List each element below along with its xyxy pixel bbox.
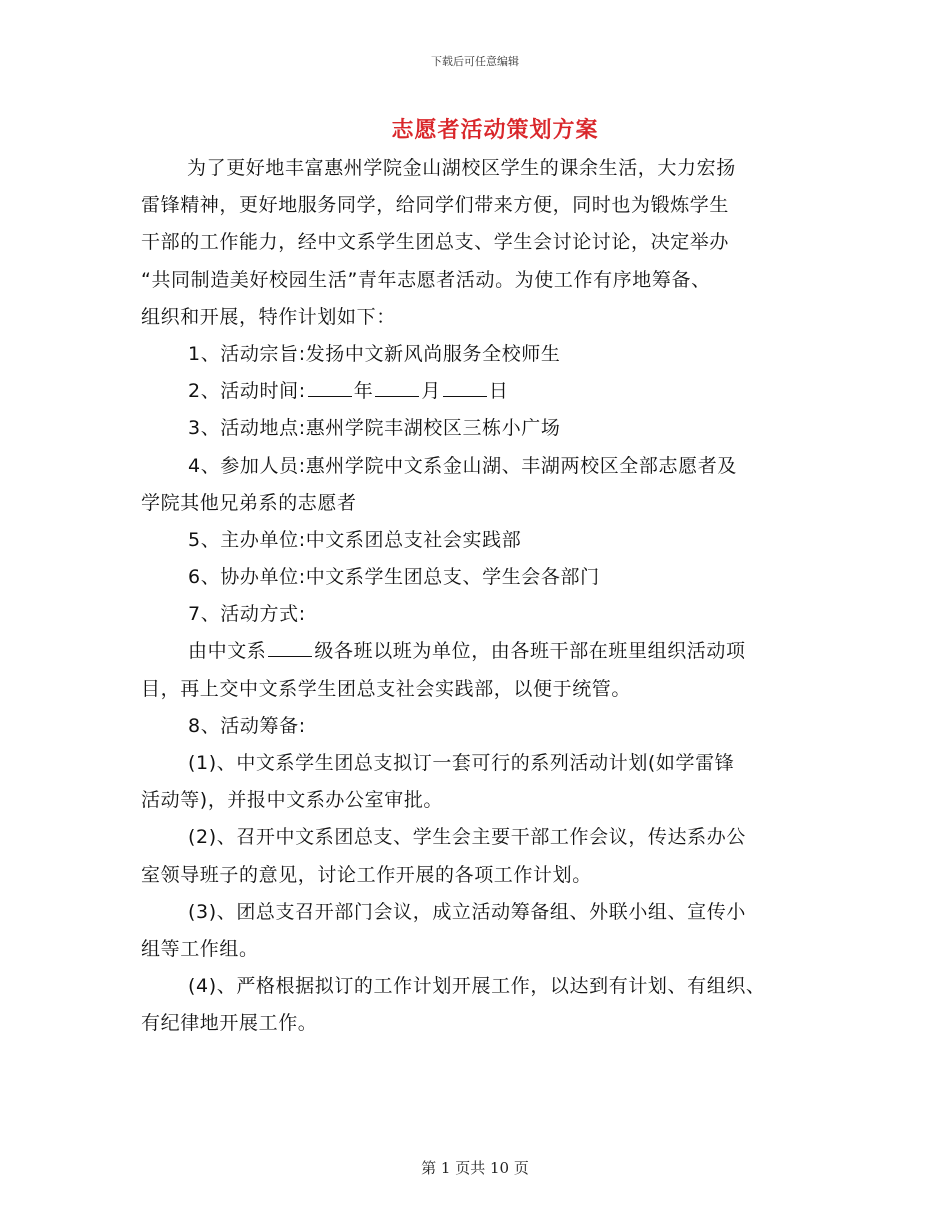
item-method-2: 目，再上交中文系学生团总支社会实践部，以便于统管。 xyxy=(141,677,632,700)
item-participants-1: 4、参加人员:惠州学院中文系金山湖、丰湖两校区全部志愿者及 xyxy=(188,454,737,477)
month-label: 月 xyxy=(421,380,441,403)
prep-4-line-2: 有纪律地开展工作。 xyxy=(141,1012,318,1035)
item-location: 3、活动地点:惠州学院丰湖校区三栋小广场 xyxy=(188,417,561,440)
intro-line-2: 雷锋精神，更好地服务同学，给同学们带来方便，同时也为锻炼学生 xyxy=(141,194,730,217)
item-time xyxy=(141,373,821,410)
intro-line-5: 组织和开展，特作计划如下： xyxy=(141,305,396,328)
item-method-1 xyxy=(141,633,821,670)
prep-2-line-2: 室领导班子的意见，讨论工作开展的各项工作计划。 xyxy=(141,863,592,886)
blank-grade xyxy=(268,639,312,657)
blank-month xyxy=(375,379,419,397)
document-title: 志愿者活动策划方案 xyxy=(391,118,599,143)
header-note: 下载后可任意编辑 xyxy=(431,55,519,68)
item-purpose: 1、活动宗旨:发扬中文新风尚服务全校师生 xyxy=(188,342,561,365)
intro-line-3: 干部的工作能力，经中文系学生团总支、学生会讨论讨论，决定举办 xyxy=(141,231,730,254)
intro-line-1: 为了更好地丰富惠州学院金山湖校区学生的课余生活，大力宏扬 xyxy=(187,157,736,179)
prep-3-line-1: (3)、团总支召开部门会议，成立活动筹备组、外联小组、宣传小 xyxy=(188,900,746,923)
item-co-organizer: 6、协办单位:中文系学生团总支、学生会各部门 xyxy=(188,566,600,589)
blank-year xyxy=(308,379,352,397)
item-participants-2: 学院其他兄弟系的志愿者 xyxy=(141,491,357,514)
item-organizer: 5、主办单位:中文系团总支社会实践部 xyxy=(188,528,522,551)
prep-1-line-2: 活动等)，并报中文系办公室审批。 xyxy=(141,789,444,812)
method-rest: 级各班以班为单位，由各班干部在班里组织活动项 xyxy=(314,640,746,663)
document-body xyxy=(141,150,821,1043)
blank-day xyxy=(443,379,487,397)
prep-3-line-2: 组等工作组。 xyxy=(141,937,259,960)
item-method-title: 7、活动方式: xyxy=(188,603,306,626)
prep-1-line-1: (1)、中文系学生团总支拟订一套可行的系列活动计划(如学雷锋 xyxy=(188,752,735,774)
prep-4-line-1: (4)、严格根据拟订的工作计划开展工作，以达到有计划、有组织、 xyxy=(188,975,766,998)
method-prefix: 由中文系 xyxy=(188,640,267,663)
prep-2-line-1: (2)、召开中文系团总支、学生会主要干部工作会议，传达系办公 xyxy=(188,826,746,849)
item-prep-title: 8、活动筹备: xyxy=(188,714,306,737)
year-label: 年 xyxy=(353,380,374,403)
intro-line-4: “共同制造美好校园生活”青年志愿者活动。为使工作有序地筹备、 xyxy=(141,268,711,291)
item-time-label: 2、活动时间: xyxy=(188,380,306,403)
page-footer: 第 1 页共 10 页 xyxy=(421,1159,529,1177)
day-label: 日 xyxy=(488,380,509,403)
